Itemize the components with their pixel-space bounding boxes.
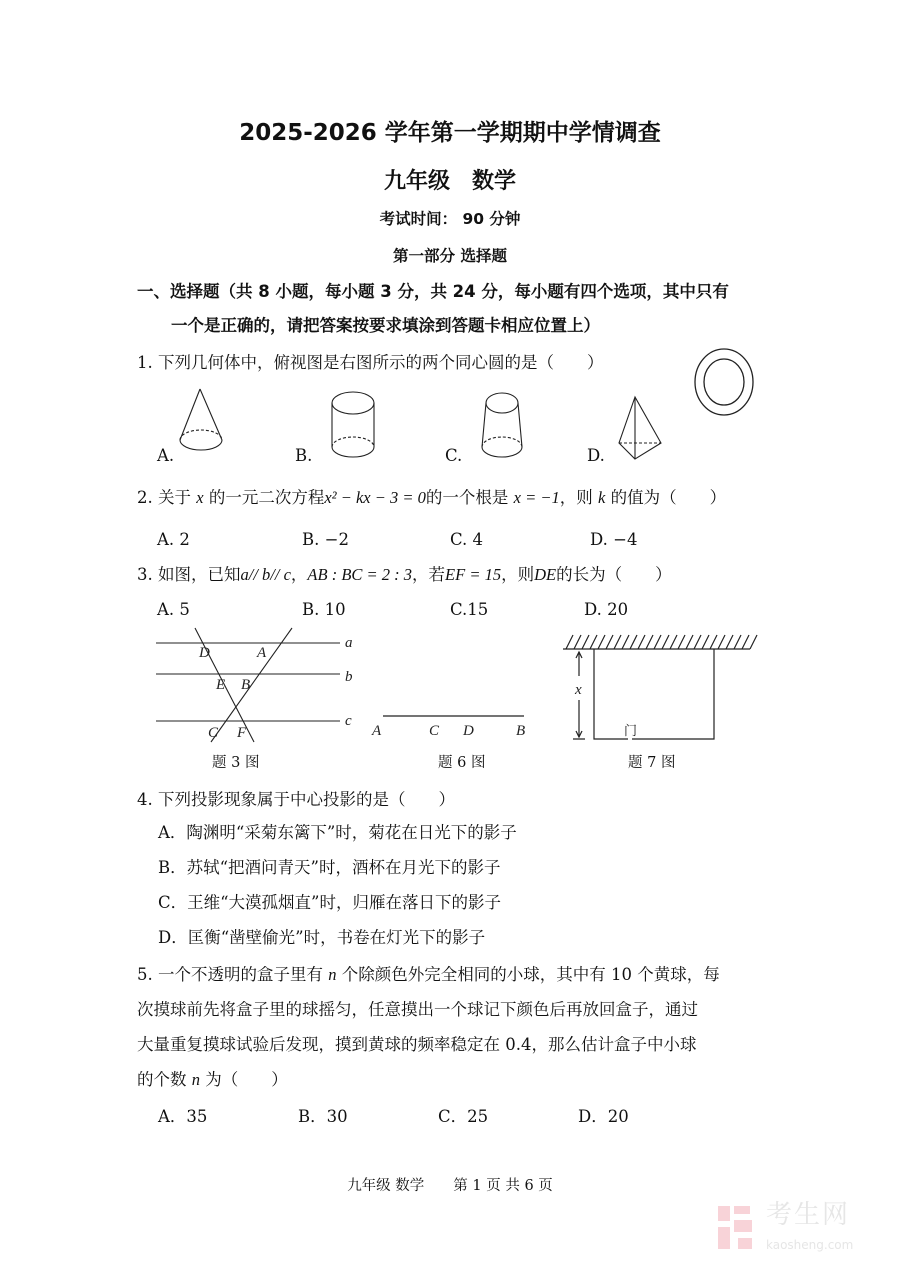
ceiling-hatch-mark <box>638 635 645 649</box>
ceiling-hatch-mark <box>694 635 701 649</box>
ceiling-hatch-mark <box>646 635 653 649</box>
point-label-e: E <box>216 677 226 693</box>
ceiling-hatch-mark <box>654 635 661 649</box>
figure-7-caption: 题 7 图 <box>628 755 676 771</box>
q1-option-d: D. <box>587 446 605 465</box>
q5-line-1: 5. 一个不透明的盒子里有 n 个除颜色外完全相同的小球，其中有 10 个黄球，每 <box>137 965 720 984</box>
line-label-b: b <box>345 669 353 685</box>
ceiling-hatch-mark <box>686 635 693 649</box>
q5-option-a: A．35 <box>158 1107 208 1126</box>
ceiling-hatch-mark <box>734 635 741 649</box>
ceiling-hatch-mark <box>590 635 597 649</box>
ceiling-hatch-mark <box>670 635 677 649</box>
point-label-b: B <box>241 677 251 693</box>
q5-line-2: 次摸球前先将盒子里的球摇匀，任意摸出一个球记下颜色后再放回盒子，通过 <box>137 1000 698 1019</box>
watermark-text: 考生网 <box>766 1200 851 1230</box>
q3-option-b: B. 10 <box>302 600 346 619</box>
point-label-a: A <box>257 645 267 661</box>
ceiling-hatch-mark <box>678 635 685 649</box>
q5-option-d: D．20 <box>578 1107 629 1126</box>
ceiling-hatch-mark <box>662 635 669 649</box>
height-label-x: x <box>575 682 582 698</box>
q2-option-b: B. −2 <box>302 530 349 549</box>
q5-line-4: 的个数 n 为（ ） <box>137 1070 288 1089</box>
point-label-a: A <box>372 723 382 739</box>
watermark-logo <box>718 1200 898 1260</box>
q1-option-b: B. <box>295 446 313 465</box>
q2-equation: x² − kx − 3 = 0 <box>324 488 426 507</box>
ceiling-hatch-mark <box>718 635 725 649</box>
ceiling-hatch-mark <box>614 635 621 649</box>
q2-stem: 2. 关于 x 的一元二次方程x² − kx − 3 = 0的一个根是 x = −1，则 k 的值为（ ） <box>137 488 727 507</box>
door-label: 门 <box>624 723 638 738</box>
ceiling-hatch-mark <box>710 635 717 649</box>
ceiling-hatch-mark <box>702 635 709 649</box>
ceiling-hatch-mark <box>566 635 573 649</box>
q1-option-c: C. <box>445 446 463 465</box>
figure-3-caption: 题 3 图 <box>212 755 260 771</box>
q3-stem: 3. 如图，已知a// b// c，AB : BC = 2 : 3，若EF = 15，则DE的长为（ ） <box>137 565 672 584</box>
q2-option-c: C. 4 <box>450 530 484 549</box>
q3-option-c: C.15 <box>450 600 489 619</box>
q4-stem: 4. 下列投影现象属于中心投影的是（ ） <box>137 790 455 809</box>
q2-option-d: D. −4 <box>590 530 638 549</box>
ceiling-hatch-mark <box>606 635 613 649</box>
watermark-logo-icon <box>718 1202 768 1252</box>
q1-stem: 1. 下列几何体中，俯视图是右图所示的两个同心圆的是（ ） <box>137 353 604 372</box>
ceiling-hatch-mark <box>726 635 733 649</box>
q2-option-a: A. 2 <box>157 530 190 549</box>
section-instruction-2: 一个是正确的，请把答案按要求填涂到答题卡相应位置上） <box>171 316 600 335</box>
ceiling-hatch-mark <box>630 635 637 649</box>
line-label-c: c <box>345 713 352 729</box>
part-heading: 第一部分 选择题 <box>393 247 507 265</box>
ceiling-hatch-mark <box>582 635 589 649</box>
point-label-f: F <box>237 725 247 741</box>
ceiling-hatch-mark <box>598 635 605 649</box>
q5-option-b: B．30 <box>298 1107 348 1126</box>
q4-option-b: B．苏轼“把酒问青天”时，酒杯在月光下的影子 <box>158 858 501 877</box>
exam-subtitle: 九年级 数学 <box>383 169 516 194</box>
q5-line-3: 大量重复摸球试验后发现，摸到黄球的频率稳定在 0.4，那么估计盒子中小球 <box>137 1035 697 1054</box>
ceiling-hatch-mark <box>742 635 749 649</box>
q3-option-a: A. 5 <box>157 600 190 619</box>
figure-6-caption: 题 6 图 <box>438 755 486 771</box>
exam-time: 考试时间： 90 分钟 <box>379 210 521 228</box>
watermark-url: kaosheng.com <box>766 1238 854 1252</box>
q4-option-a: A．陶渊明“采菊东篱下”时，菊花在日光下的影子 <box>158 823 517 842</box>
point-label-d: D <box>199 645 210 661</box>
q3-option-d: D. 20 <box>584 600 629 619</box>
point-label-c: C <box>429 723 440 739</box>
q1-option-a: A. <box>157 446 175 465</box>
ceiling-hatch-mark <box>622 635 629 649</box>
line-label-a: a <box>345 635 353 651</box>
q4-option-c: C．王维“大漠孤烟直”时，归雁在落日下的影子 <box>158 893 501 912</box>
exam-title: 2025-2026 学年第一学期期中学情调查 <box>239 120 661 146</box>
point-label-d: D <box>463 723 474 739</box>
page-footer: 九年级 数学 第 1 页 共 6 页 <box>347 1178 553 1194</box>
q4-option-d: D．匡衡“凿壁偷光”时，书卷在灯光下的影子 <box>158 928 486 947</box>
point-label-c: C <box>208 725 219 741</box>
q5-option-c: C．25 <box>438 1107 489 1126</box>
point-label-b: B <box>516 723 526 739</box>
ceiling-hatch-mark <box>750 635 757 649</box>
ceiling-hatch <box>566 635 757 649</box>
section-instruction-1: 一、选择题（共 8 小题，每小题 3 分，共 24 分，每小题有四个选项，其中只有 <box>137 282 729 301</box>
ceiling-hatch-mark <box>574 635 581 649</box>
